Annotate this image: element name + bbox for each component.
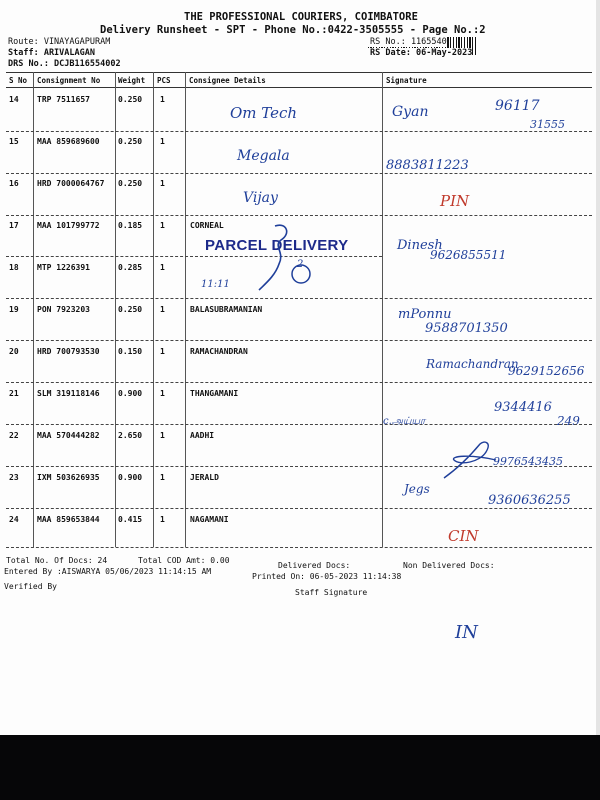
handwritten-scribble — [440, 438, 500, 483]
row-pcs: 1 — [160, 305, 165, 314]
scan-background — [0, 735, 600, 800]
handwritten-consignee: 11:11 — [201, 279, 230, 290]
row-consignment: SLM 319118146 — [37, 389, 100, 398]
row-sno: 20 — [9, 347, 19, 356]
row-divider — [6, 256, 382, 257]
row-pcs: 1 — [160, 389, 165, 398]
row-consignment: TRP 7511657 — [37, 95, 90, 104]
handwritten-phone: 9360636255 — [488, 493, 571, 508]
printed-on: Printed On: 06-05-2023 11:14:38 — [252, 572, 402, 581]
drs-number: DRS No.: DCJB116554002 — [8, 59, 121, 69]
row-sno: 17 — [9, 221, 19, 230]
handwritten-phone: 9344416 — [494, 400, 552, 415]
row-weight: 0.250 — [118, 305, 143, 314]
row-sno: 19 — [9, 305, 19, 314]
row-weight: 0.250 — [118, 137, 143, 146]
handwritten-phone: 8883811223 — [386, 158, 469, 173]
row-consignee: AADHI — [190, 431, 215, 440]
route-label: Route: VINAYAGAPURAM — [8, 37, 111, 47]
handwritten-signature: CIN — [448, 527, 479, 545]
header-bottom-border — [6, 87, 592, 88]
row-weight: 0.150 — [118, 347, 143, 356]
row-divider — [6, 173, 592, 174]
row-sno: 18 — [9, 263, 19, 272]
row-consignee: THANGAMANI — [190, 389, 239, 398]
handwritten-phone: 9588701350 — [425, 321, 508, 336]
staff-signature: Staff Signature — [295, 588, 368, 597]
handwritten-phone: 9629152656 — [508, 364, 585, 378]
row-pcs: 1 — [160, 473, 165, 482]
parcel-delivery-stamp: PARCEL DELIVERY — [205, 237, 349, 254]
handwritten-staff-mark: IN — [455, 622, 478, 643]
row-pcs: 1 — [160, 221, 165, 230]
row-consignment: MAA 570444282 — [37, 431, 100, 440]
handwritten-phone: 96117 — [495, 98, 540, 114]
handwritten-signature: Dinesh — [397, 238, 443, 253]
row-consignment: IXM 503626935 — [37, 473, 100, 482]
row-pcs: 1 — [160, 137, 165, 146]
total-docs: Total No. Of Docs: 24 — [6, 556, 108, 565]
row-consignee: JERALD — [190, 473, 219, 482]
row-consignment: PON 7923203 — [37, 305, 90, 314]
row-sno: 16 — [9, 179, 19, 188]
row-sno: 15 — [9, 137, 19, 146]
row-sno: 21 — [9, 389, 19, 398]
row-weight: 0.415 — [118, 515, 143, 524]
row-pcs: 1 — [160, 95, 165, 104]
row-divider — [6, 508, 592, 509]
handwritten-mark: 2 — [297, 259, 304, 270]
col-divider — [33, 72, 34, 547]
row-divider — [6, 340, 592, 341]
row-divider — [6, 215, 592, 216]
row-consignee: CORNEAL — [190, 221, 224, 230]
row-weight: 2.650 — [118, 431, 143, 440]
row-weight: 0.250 — [118, 179, 143, 188]
handwritten-phone: 9626855511 — [430, 248, 507, 262]
row-weight: 0.250 — [118, 95, 143, 104]
row-consignment: MAA 859653844 — [37, 515, 100, 524]
row-pcs: 1 — [160, 347, 165, 356]
handwritten-signature: mPonnu — [398, 307, 452, 322]
row-weight: 0.185 — [118, 221, 143, 230]
col-divider — [115, 72, 116, 547]
row-consignment: MAA 859689600 — [37, 137, 100, 146]
row-consignment: HRD 700793530 — [37, 347, 100, 356]
row-sno: 14 — [9, 95, 19, 104]
row-weight: 0.285 — [118, 263, 143, 272]
row-consignee: NAGAMANI — [190, 515, 229, 524]
staff-label: Staff: ARIVALAGAN — [8, 48, 95, 58]
row-consignment: HRD 7000064767 — [37, 179, 105, 188]
row-divider — [6, 424, 592, 425]
handwritten-scribble — [255, 220, 325, 300]
rs-number: RS No.: 1165540 — [257, 37, 447, 47]
handwritten-phone: 9976543435 — [493, 455, 563, 468]
row-pcs: 1 — [160, 431, 165, 440]
col-header-consignee: Consignee Details — [189, 76, 266, 85]
row-consignee: RAMACHANDRAN — [190, 347, 248, 356]
col-header-signature: Signature — [386, 76, 427, 85]
handwritten-note: 249 — [557, 414, 580, 428]
table-top-border — [6, 72, 592, 73]
handwritten-signature: Gyan — [392, 104, 429, 120]
rs-date: RS Date: 06-May-2023 — [257, 48, 472, 58]
row-consignment: MTP 1226391 — [37, 263, 90, 272]
col-header-consignment: Consignment No — [37, 76, 101, 85]
handwritten-signature: c.அய்யா — [383, 416, 426, 427]
col-header-pcs: PCS — [157, 76, 171, 85]
row-consignee: BALASUBRAMANIAN — [190, 305, 263, 314]
company-title: THE PROFESSIONAL COURIERS, COIMBATORE — [184, 11, 418, 23]
col-divider — [185, 72, 186, 547]
handwritten-consignee: Vijay — [243, 190, 278, 206]
entered-by: Entered By :AISWARYA 05/06/2023 11:14:15 AM — [4, 567, 212, 576]
col-header-sno: S No — [9, 76, 28, 85]
row-divider — [6, 466, 592, 467]
verified-by: Verified By — [4, 582, 57, 591]
row-divider — [6, 298, 592, 299]
row-pcs: 1 — [160, 263, 165, 272]
row-pcs: 1 — [160, 515, 165, 524]
row-weight: 0.900 — [118, 389, 143, 398]
runsheet-subtitle: Delivery Runsheet - SPT - Phone No.:0422-3505555 - Page No.:2 — [100, 24, 486, 36]
non-delivered-docs: Non Delivered Docs: — [403, 561, 495, 570]
handwritten-signature: PIN — [440, 192, 470, 210]
handwritten-consignee: Om Tech — [230, 104, 298, 122]
row-pcs: 1 — [160, 179, 165, 188]
row-weight: 0.900 — [118, 473, 143, 482]
row-sno: 22 — [9, 431, 19, 440]
row-divider — [6, 131, 592, 132]
handwritten-consignee: Megala — [237, 148, 290, 164]
row-sno: 23 — [9, 473, 19, 482]
handwritten-signature: Jegs — [404, 482, 430, 496]
col-divider — [382, 72, 383, 547]
handwritten-signature: Ramachandran — [426, 357, 519, 371]
handwritten-note: 31555 — [530, 118, 565, 131]
row-consignment: MAA 101799772 — [37, 221, 100, 230]
row-sno: 24 — [9, 515, 19, 524]
total-cod: Total COD Amt: 0.00 — [138, 556, 230, 565]
col-divider — [153, 72, 154, 547]
row-divider — [6, 382, 592, 383]
table-bottom-border — [6, 547, 592, 548]
delivered-docs: Delivered Docs: — [278, 561, 351, 570]
page-edge — [596, 0, 600, 735]
col-header-weight: Weight — [118, 76, 146, 85]
